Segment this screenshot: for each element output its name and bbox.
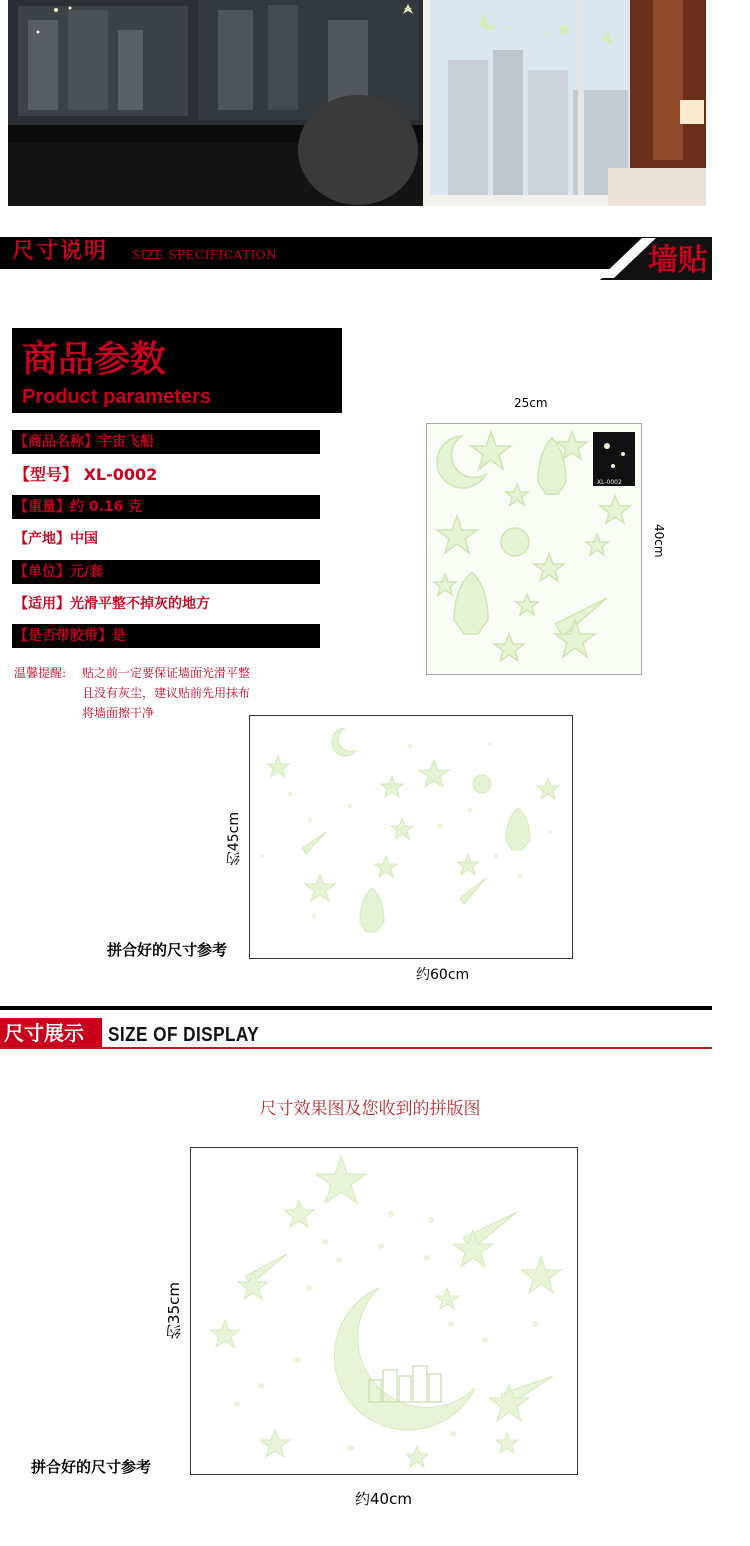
assembled2-height-label: 约35cm bbox=[165, 1282, 183, 1339]
param-row-model: 【型号】 XL-0002 bbox=[14, 465, 158, 484]
star-icon bbox=[471, 432, 511, 469]
param-row-usage: 【适用】光滑平整不掉灰的地方 bbox=[14, 596, 210, 612]
param-row-tape: 【是否带胶带】是 bbox=[12, 624, 320, 648]
params-title-en: Product parameters bbox=[22, 386, 211, 408]
star-icon bbox=[316, 1156, 366, 1203]
display-title-cn: 尺寸展示 bbox=[4, 1021, 84, 1045]
sheet-model-label: XL-0002 bbox=[597, 479, 622, 486]
param-row-name: 【商品名称】宇宙飞船 bbox=[12, 430, 320, 454]
assembled1-caption: 拼合好的尺寸参考 bbox=[107, 941, 228, 959]
star-icon bbox=[419, 760, 449, 787]
display-subtitle: 尺寸效果图及您收到的拼版图 bbox=[259, 1099, 481, 1119]
tip-label: 温馨提醒: bbox=[14, 666, 67, 680]
brand-logo bbox=[600, 232, 712, 282]
assembled1-width-label: 约60cm bbox=[416, 967, 470, 983]
sheet-height-label: 40cm bbox=[652, 524, 666, 558]
sheet-width-label: 25cm bbox=[514, 396, 548, 410]
tip-line-1: 贴之前一定要保证墙面光滑平整 bbox=[82, 666, 251, 680]
assembled-moon-preview bbox=[190, 1147, 578, 1475]
size-spec-title-cn: 尺寸说明 bbox=[12, 238, 109, 264]
display-title-en: SIZE OF DISPLAY bbox=[108, 1024, 260, 1046]
tip-line-3: 将墙面擦干净 bbox=[82, 706, 155, 720]
sticker-sheet bbox=[426, 423, 642, 675]
display-banner-underline bbox=[0, 1047, 712, 1049]
hero-photos bbox=[8, 0, 706, 206]
display-banner-top-line bbox=[0, 1006, 712, 1010]
params-title-cn: 商品参数 bbox=[22, 339, 167, 380]
rocket-icon bbox=[506, 808, 530, 850]
param-row-origin: 【产地】中国 bbox=[14, 531, 98, 547]
param-row-unit: 【单位】元/套 bbox=[12, 560, 320, 584]
brand-logo-text: 墙贴 bbox=[648, 243, 708, 278]
assembled-rocket-preview bbox=[249, 715, 573, 959]
assembled2-width-label: 约40cm bbox=[355, 1490, 412, 1508]
moon-icon bbox=[437, 436, 486, 488]
assembled2-caption: 拼合好的尺寸参考 bbox=[31, 1458, 152, 1476]
param-row-weight: 【重量】约 0.16 克 bbox=[12, 495, 320, 519]
assembled1-height-label: 约45cm bbox=[226, 812, 242, 866]
moon-icon bbox=[332, 728, 357, 756]
size-spec-title-en: SIZE SPECIFICATION bbox=[132, 248, 278, 262]
tip-line-2: 且没有灰尘，建议贴前先用抹布 bbox=[82, 686, 251, 700]
